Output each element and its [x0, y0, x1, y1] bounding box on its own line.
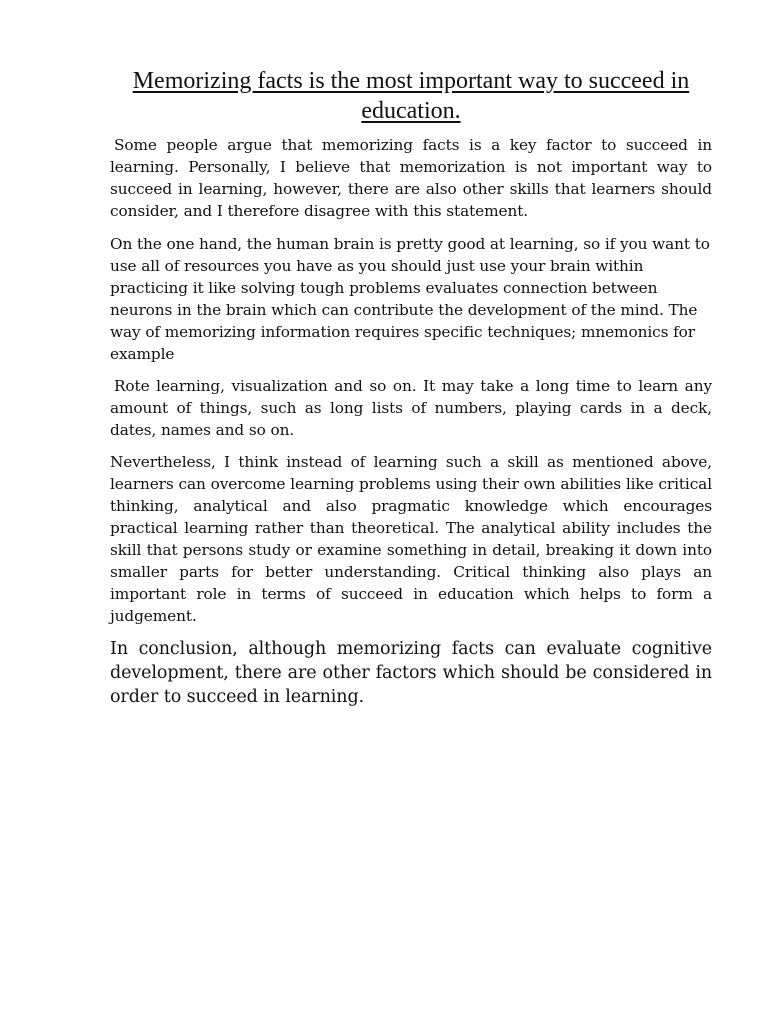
paragraph-introduction: Some people argue that memorizing facts is a key factor to succeed in learning. Personally, I believe that memorization is not important way to succeed in learning, however, there are also other skills that learners should consider, and I therefore disagree with this statement. [110, 136, 712, 220]
paragraph-brain: On the one hand, the human brain is pretty good at learning, so if you want to use all of resources you have as you should just use your brain within practicing it like solving tough problems evaluates connection between neurons in the brain which can contribute the development of the mind. The way of memorizing information requires specific techniques; mnemonics for example [110, 235, 710, 363]
paragraph-conclusion: In conclusion, although memorizing facts can evaluate cognitive development, there are other factors which should be considered in order to succeed in learning. [110, 639, 712, 707]
document-title: Memorizing facts is the most important way to succeed in education. [132, 68, 690, 124]
paragraph-rote-learning: Rote learning, visualization and so on. It may take a long time to learn any amount of things, such as long lists of numbers, playing cards in a deck, dates, names and so on. [110, 377, 712, 439]
document-page [110, 66, 712, 719]
paragraph-nevertheless: Nevertheless, I think instead of learning such a skill as mentioned above, learners can overcome learning problems using their own abilities like critical thinking, analytical and also pragmatic knowledge which encourages practical learning rather than theoretical. The analytical ability includes the skill that persons study or examine something in detail, breaking it down into smaller parts for better understanding. Critical thinking also plays an important role in terms of succeed in education which helps to form a judgement. [110, 453, 712, 625]
